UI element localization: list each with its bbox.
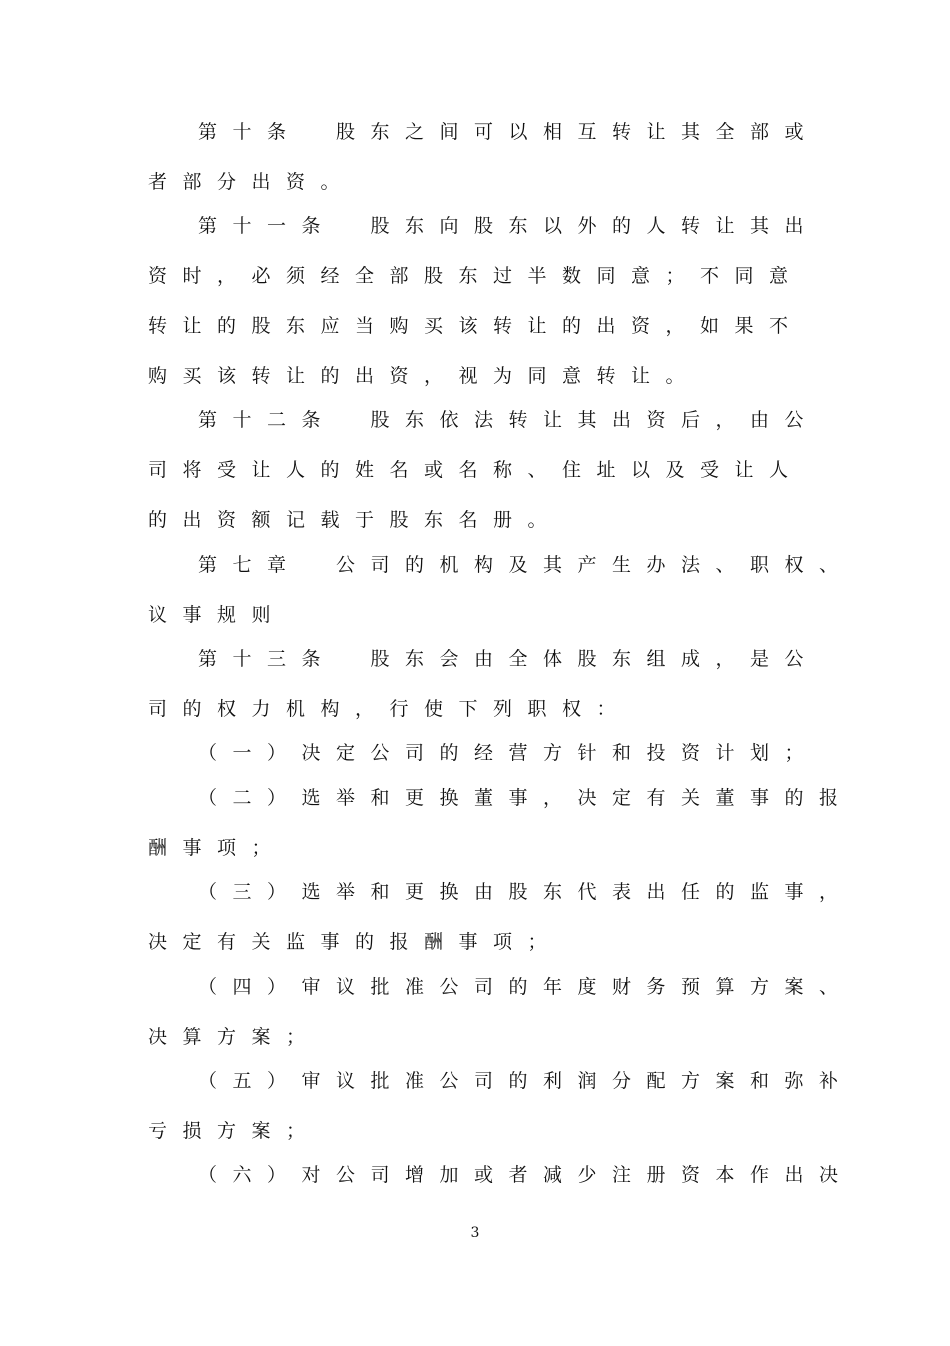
article-10-line-2: 者部分出资。 [148, 171, 356, 193]
article-11-line-3: 转让的股东应当购买该转让的出资，如果不 [148, 315, 804, 337]
item-6-line-1: （六）对公司增加或者减少注册资本作出决 [198, 1164, 854, 1186]
page-number: 3 [470, 1225, 480, 1241]
item-1-line-1: （一）决定公司的经营方针和投资计划； [198, 742, 820, 764]
item-5-line-2: 亏损方案； [148, 1120, 321, 1142]
chapter-7-heading-line-2: 议事规则 [148, 604, 287, 626]
article-13-line-2: 司的权力机构，行使下列职权： [148, 698, 632, 720]
item-4-line-1: （四）审议批准公司的年度财务预算方案、 [198, 976, 854, 998]
item-2-line-1: （二）选举和更换董事，决定有关董事的报 [198, 787, 854, 809]
item-3-line-1: （三）选举和更换由股东代表出任的监事， [198, 881, 854, 903]
article-11-line-1: 第十一条 股东向股东以外的人转让其出 [198, 215, 820, 237]
article-13-line-1: 第十三条 股东会由全体股东组成，是公 [198, 648, 820, 670]
item-3-line-2: 决定有关监事的报酬事项； [148, 931, 563, 953]
article-10-line-1: 第十条 股东之间可以相互转让其全部或 [198, 121, 820, 143]
article-12-line-2: 司将受让人的姓名或名称、住址以及受让人 [148, 459, 804, 481]
article-12-line-3: 的出资额记载于股东名册。 [148, 509, 563, 531]
article-12-line-1: 第十二条 股东依法转让其出资后，由公 [198, 409, 820, 431]
article-11-line-2: 资时，必须经全部股东过半数同意；不同意 [148, 265, 804, 287]
chapter-7-heading-line-1: 第七章 公司的机构及其产生办法、职权、 [198, 554, 854, 576]
item-5-line-1: （五）审议批准公司的利润分配方案和弥补 [198, 1070, 854, 1092]
item-2-line-2: 酬事项； [148, 837, 287, 859]
item-4-line-2: 决算方案； [148, 1026, 321, 1048]
article-11-line-4: 购买该转让的出资，视为同意转让。 [148, 365, 701, 387]
